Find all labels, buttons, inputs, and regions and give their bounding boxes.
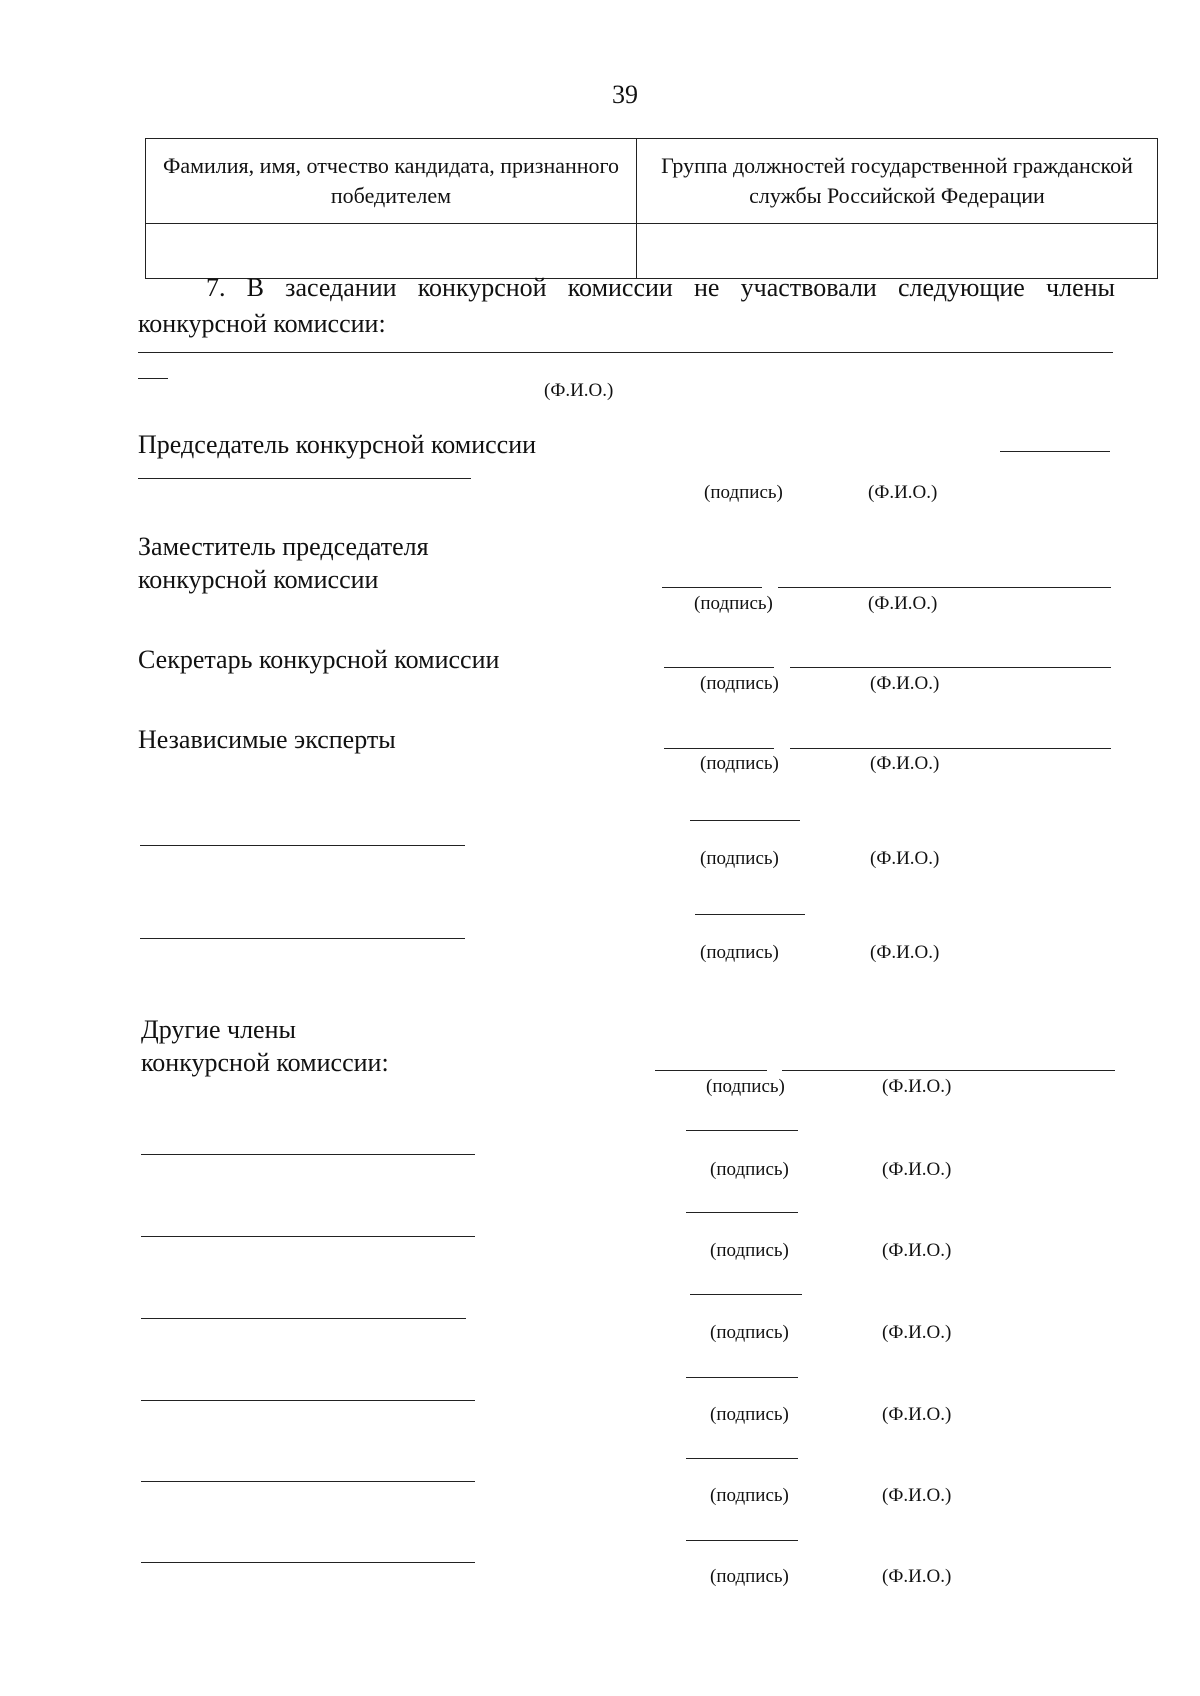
other-member-4-fio-line [141,1318,466,1319]
other-member-3-signature-caption: (подпись) [710,1240,789,1261]
expert-2-signature-line [690,820,800,821]
absent-members-line-continuation [138,378,168,379]
other-member-1-signature-line [655,1070,767,1071]
chairman-signature-line [1000,451,1110,452]
deputy-signature-line [662,587,762,588]
other-member-7-signature-caption: (подпись) [710,1566,789,1587]
other-member-2-signature-line [686,1130,798,1131]
expert-2-fio-line [140,845,465,846]
expert-1-signature-line [664,748,774,749]
secretary-label: Секретарь конкурсной комиссии [138,645,500,674]
chairman-signature-caption: (подпись) [704,482,783,503]
others-label-line1: Другие члены [141,1015,296,1044]
absent-members-line [138,352,1113,353]
others-label-line2: конкурсной комиссии: [141,1048,389,1077]
other-member-4-signature-line [690,1294,802,1295]
absent-members-fio-caption: (Ф.И.О.) [544,380,614,401]
other-member-5-fio-line [141,1400,475,1401]
secretary-signature-caption: (подпись) [700,673,779,694]
experts-label: Независимые эксперты [138,725,396,754]
deputy-fio-caption: (Ф.И.О.) [868,593,938,614]
paragraph-7: 7. В заседании конкурсной комиссии не участвовали следующие члены конкурсной комиссии: [138,273,1115,338]
expert-1-fio-line [790,748,1111,749]
page-number: 39 [612,80,638,109]
other-member-7-fio-caption: (Ф.И.О.) [882,1566,952,1587]
deputy-label-line2: конкурсной комиссии [138,565,379,594]
other-member-6-fio-caption: (Ф.И.О.) [882,1485,952,1506]
expert-3-fio-line [140,938,465,939]
expert-1-signature-caption: (подпись) [700,753,779,774]
other-member-6-signature-caption: (подпись) [710,1485,789,1506]
other-member-6-fio-line [141,1481,475,1482]
chairman-label: Председатель конкурсной комиссии [138,430,537,459]
other-member-3-fio-caption: (Ф.И.О.) [882,1240,952,1261]
expert-2-fio-caption: (Ф.И.О.) [870,848,940,869]
other-member-6-signature-line [686,1458,798,1459]
winner-table [145,138,1158,279]
deputy-label-line1: Заместитель председателя [138,532,429,561]
other-member-5-fio-caption: (Ф.И.О.) [882,1404,952,1425]
other-member-2-signature-caption: (подпись) [710,1159,789,1180]
deputy-signature-caption: (подпись) [694,593,773,614]
other-member-4-signature-caption: (подпись) [710,1322,789,1343]
other-member-5-signature-line [686,1377,798,1378]
other-member-2-fio-caption: (Ф.И.О.) [882,1159,952,1180]
secretary-fio-caption: (Ф.И.О.) [870,673,940,694]
deputy-fio-line [778,587,1111,588]
other-member-3-signature-line [686,1212,798,1213]
expert-1-fio-caption: (Ф.И.О.) [870,753,940,774]
secretary-fio-line [790,667,1111,668]
other-member-3-fio-line [141,1236,475,1237]
chairman-fio-caption: (Ф.И.О.) [868,482,938,503]
other-member-5-signature-caption: (подпись) [710,1404,789,1425]
expert-3-signature-line [695,914,805,915]
expert-3-signature-caption: (подпись) [700,942,779,963]
other-member-7-fio-line [141,1562,475,1563]
table-header-position-group: Группа должностей государственной гражданской службы Российской Федерации [637,139,1158,224]
other-member-7-signature-line [686,1540,798,1541]
chairman-fio-line [138,478,471,479]
other-member-1-fio-caption: (Ф.И.О.) [882,1076,952,1097]
table-header-candidate: Фамилия, имя, отчество кандидата, признанного победителем [146,139,637,224]
other-member-1-fio-line [782,1070,1115,1071]
other-member-4-fio-caption: (Ф.И.О.) [882,1322,952,1343]
other-member-1-signature-caption: (подпись) [706,1076,785,1097]
expert-3-fio-caption: (Ф.И.О.) [870,942,940,963]
secretary-signature-line [664,667,774,668]
other-member-2-fio-line [141,1154,475,1155]
expert-2-signature-caption: (подпись) [700,848,779,869]
